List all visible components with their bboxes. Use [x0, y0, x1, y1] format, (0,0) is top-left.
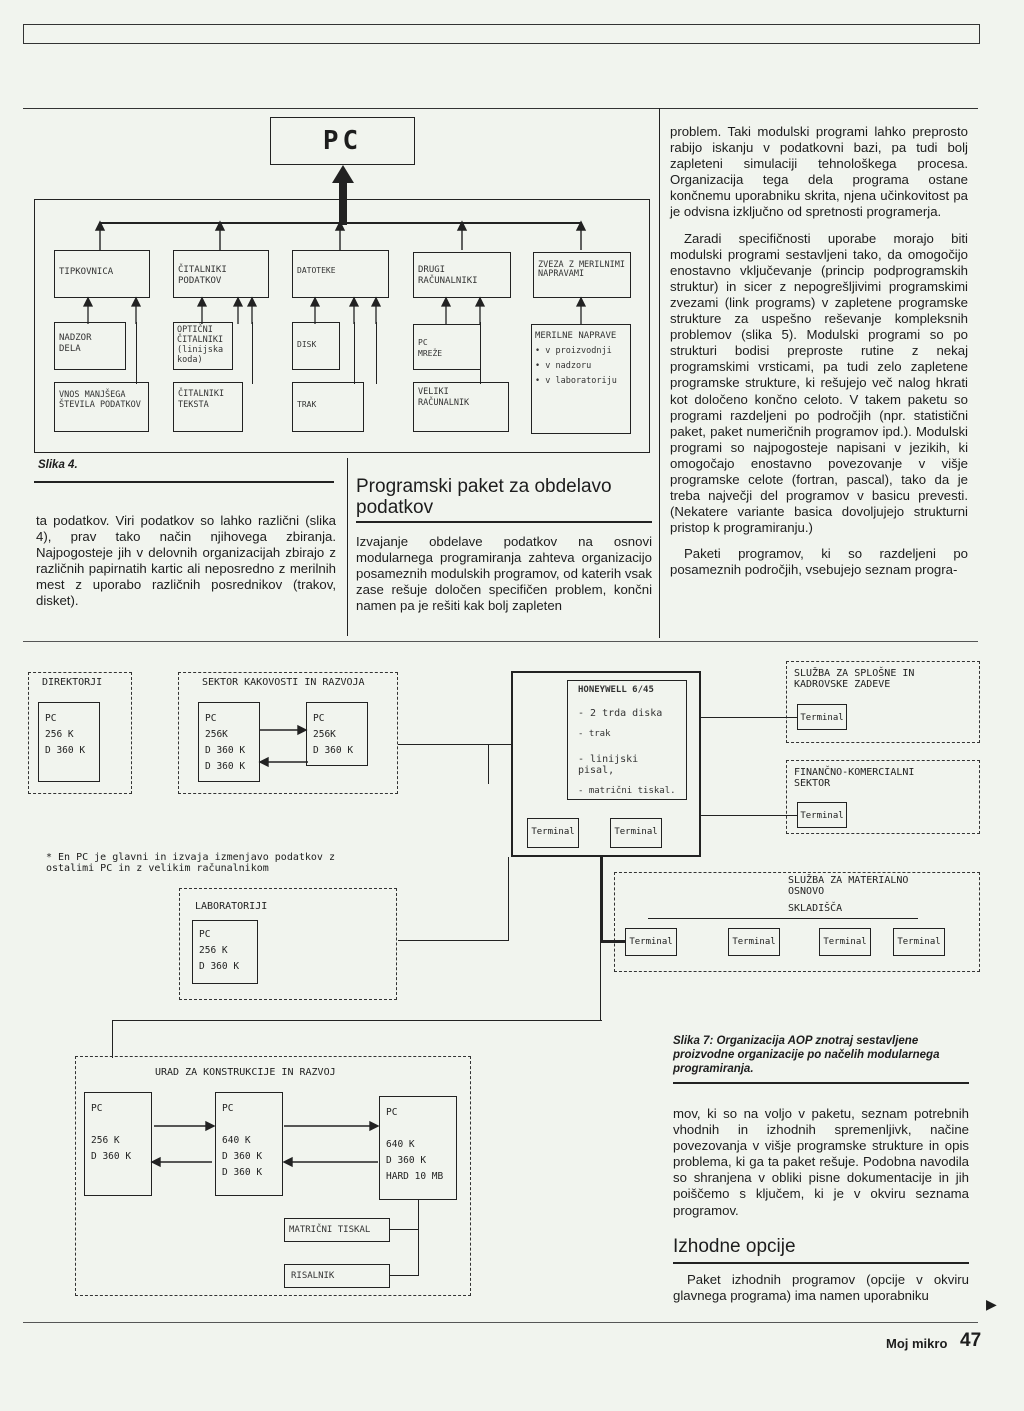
figure4-rule — [34, 481, 334, 483]
link-urad-vr — [600, 940, 601, 1020]
conn2 — [252, 322, 253, 384]
urad-arrows — [150, 1118, 382, 1170]
pc-box: PC — [270, 117, 415, 165]
footer-page-number: 47 — [960, 1330, 982, 1351]
sluzba-splosne-group: SLUŽBA ZA SPLOŠNE IN KADROVSKE ZADEVE — [786, 661, 980, 743]
link-urad-h — [112, 1020, 602, 1021]
link-sektor-v — [488, 744, 489, 784]
right-bottom-p2: Paket izhodnih programov (opcije v okviru glavnega programa) ima namen uporabniku — [673, 1272, 969, 1304]
middle-rule — [356, 521, 652, 523]
conn1 — [136, 322, 137, 384]
bus-arrows — [90, 218, 590, 252]
figure7-footnote: * En PC je glavni in izvaja izmenjavo podatkov z ostalimi PC in z velikim računalnikom — [46, 852, 335, 874]
pc-urad-2: PC 640 K D 360 K D 360 K — [215, 1092, 283, 1196]
urad-group: URAD ZA KONSTRUKCIJE IN RAZVOJ — [75, 1056, 471, 1296]
figure7-rule — [673, 1082, 969, 1084]
right-top-p3: Paketi programov, ki so razdeljeni po posameznih področjih, vsebujejo seznam progra- — [670, 546, 968, 578]
sektor-group: SEKTOR KAKOVOSTI IN RAZVOJA — [178, 672, 398, 794]
disk-box: DISK — [292, 322, 340, 370]
middle-text: Izvajanje obdelave podatkov na osnovi modularnega programiranja zahteva organizacijo posameznih modulskih programov, od katerih vsak zase rešuje določen specifičen problem, končni namen pa je rešiti kak bolj zapleten — [356, 534, 652, 614]
maticni-box: MATRIČNI TISKAL — [284, 1218, 390, 1242]
link-mat-h — [600, 940, 626, 943]
link-mat-v — [600, 857, 603, 942]
honeywell-spec: HONEYWELL 6/45 - 2 trda diska - trak - linijski pisal, - matrični tiskal. — [567, 680, 687, 800]
zveza-box: ZVEZA Z MERILNIMI NAPRAVAMI — [533, 252, 631, 298]
right-bottom-p1: mov, ki so na voljo v paketu, seznam potrebnih vhodnih in izhodnih spremenljivk, načine povezovanja v višje programske strukture in opis problema, ki ga ta paket rešuje. Podobna navodila so shranjena v obliki pisne dokumentacije in jih poiščemo s ključem, ki je v okviru seznama programov. — [673, 1106, 969, 1218]
top-frame — [23, 24, 980, 44]
datoteke-box: DATOTEKE — [292, 250, 389, 298]
financni-group: FINANČNO-KOMERCIALNI SEKTOR — [786, 760, 980, 834]
urad-printer-h1 — [390, 1229, 418, 1230]
conn3 — [354, 322, 355, 384]
terminal-mat-3: Terminal — [819, 928, 871, 956]
sektor-arrows — [258, 724, 310, 768]
veliki-box: VELIKI RAČUNALNIK — [413, 382, 509, 432]
conn4 — [376, 322, 377, 384]
pc-sektor-2: PC 256K D 360 K — [306, 702, 368, 766]
link-financni — [701, 815, 797, 816]
link-splosne — [701, 717, 797, 718]
terminal-splosne: Terminal — [797, 704, 847, 730]
mid-hrule — [23, 641, 978, 642]
figure4-caption: Slika 4. — [38, 459, 78, 471]
trak-box: TRAK — [292, 382, 364, 432]
pc-urad-3: PC 640 K D 360 K HARD 10 MB — [379, 1096, 457, 1200]
opticni-box: OPTIČNI ČITALNIKI (linijska koda) — [173, 322, 233, 370]
figure7-caption: Slika 7: Organizacija AOP znotraj sestavljene proizvodne organizacije po načelih modularnega programiranja. — [673, 1035, 940, 1075]
right-bottom-heading: Izhodne opcije — [673, 1236, 796, 1257]
right-vrule — [659, 108, 660, 638]
citalniki-box: ČITALNIKI PODATKOV — [173, 250, 269, 298]
honeywell-terminal-2: Terminal — [610, 818, 662, 848]
terminal-mat-4: Terminal — [893, 928, 945, 956]
right-top-p1: problem. Taki modulski programi lahko preprosto rabijo iskanju v podatkovni bazi, pa tudi bolj zapleteni simulaciji tehnološkega procesa. Organizacija tega dela programa ostane končnemu uporabniku skrita, njena učinkovitost pa je odvisna izključno od spretnosti programerja. — [670, 124, 968, 220]
material-group: SLUŽBA ZA MATERIALNO OSNOVO SKLADIŠČA — [614, 872, 980, 972]
right-bottom-rule — [673, 1262, 969, 1264]
direktorji-group: DIREKTORJI — [28, 672, 132, 794]
right-top-text — [670, 124, 968, 589]
skladisca-bus — [648, 918, 918, 919]
right-top-p2: Zaradi specifičnosti uporabe morajo biti modulski programi sestavljeni tako, da omogočijo enostavno vključevanje (princip podprogramskih struktur) in sicer z nepogrešljivimi programskimi zvezami (link programs) v zapletene programske strukture za uspešno reševanje kompleksnih problemov (slika 5). Modulski programi so po strukturi bodisi preproste rutine z nekaj programskimi vrsticami, pa tudi zelo zapletene programske strukture, ki rešujejo več nalog hkrati kot določeno končno celoto. V takem paketu so programi razdeljeni po področjih (npr. statistični paket, paket numeričnih programov ipd.). Modulski programi so najpogosteje napisani v jezikih, ki omogočajo enostavno povezovanje v višje programske celote (fortran, pascal), tako da je treba največji del programov v basicu prevesti. (Nekatere variante basica dovoljujejo strukturni pristop k programiranju.) — [670, 230, 968, 536]
footer-magazine: Moj mikro — [886, 1336, 948, 1351]
laboratoriji-group: LABORATORIJI — [179, 888, 397, 1000]
risalnik-box: RISALNIK — [284, 1264, 390, 1288]
link-sektor — [398, 744, 511, 745]
citalniki-teksta-box: ČITALNIKI TEKSTA — [173, 382, 243, 432]
link-urad-vl — [112, 1020, 113, 1058]
vnos-box: VNOS MANJŠEGA ŠTEVILA PODATKOV — [54, 382, 149, 432]
drugi-box: DRUGI RAČUNALNIKI — [413, 252, 511, 298]
terminal-mat-1: Terminal — [625, 928, 677, 956]
bottom-hrule — [23, 1322, 978, 1323]
pc-direktorji: PC 256 K D 360 K — [38, 702, 100, 782]
pc-laboratoriji: PC 256 K D 360 K — [192, 920, 258, 984]
merilne-box: MERILNE NAPRAVE • v proizvodnji • v nadzoru • v laboratoriju — [531, 324, 631, 434]
conn5 — [480, 322, 481, 384]
pc-sektor-1: PC 256K D 360 K D 360 K — [198, 702, 260, 782]
honeywell-terminal-1: Terminal — [527, 818, 579, 848]
left-text: ta podatkov. Viri podatkov so lahko različni (slika 4), prav tako način njihovega zbiranja. Najpogosteje jih v delovnih organizacijah zbirajo z različnih papirnatih kartic ali neposredno z merilnih mest z uporabo različnih posrednikov (trakov, disket). — [36, 513, 336, 609]
link-lab-h — [398, 940, 508, 941]
link-lab-v — [508, 857, 509, 941]
figure4-frame — [23, 108, 978, 109]
terminal-financni: Terminal — [797, 802, 847, 828]
urad-printer-h2 — [390, 1275, 418, 1276]
continue-arrow: ▶ — [986, 1296, 997, 1312]
mreze-box: PC MREŽE — [413, 324, 481, 370]
urad-printer-v — [418, 1200, 419, 1276]
nadzor-box: NADZOR DELA — [54, 322, 126, 370]
tipkovnica-box: TIPKOVNICA — [54, 250, 150, 298]
terminal-mat-2: Terminal — [728, 928, 780, 956]
middle-vrule — [347, 458, 348, 636]
middle-heading: Programski paket za obdelavo podatkov — [356, 476, 612, 518]
pc-urad-1: PC 256 K D 360 K — [84, 1092, 152, 1196]
